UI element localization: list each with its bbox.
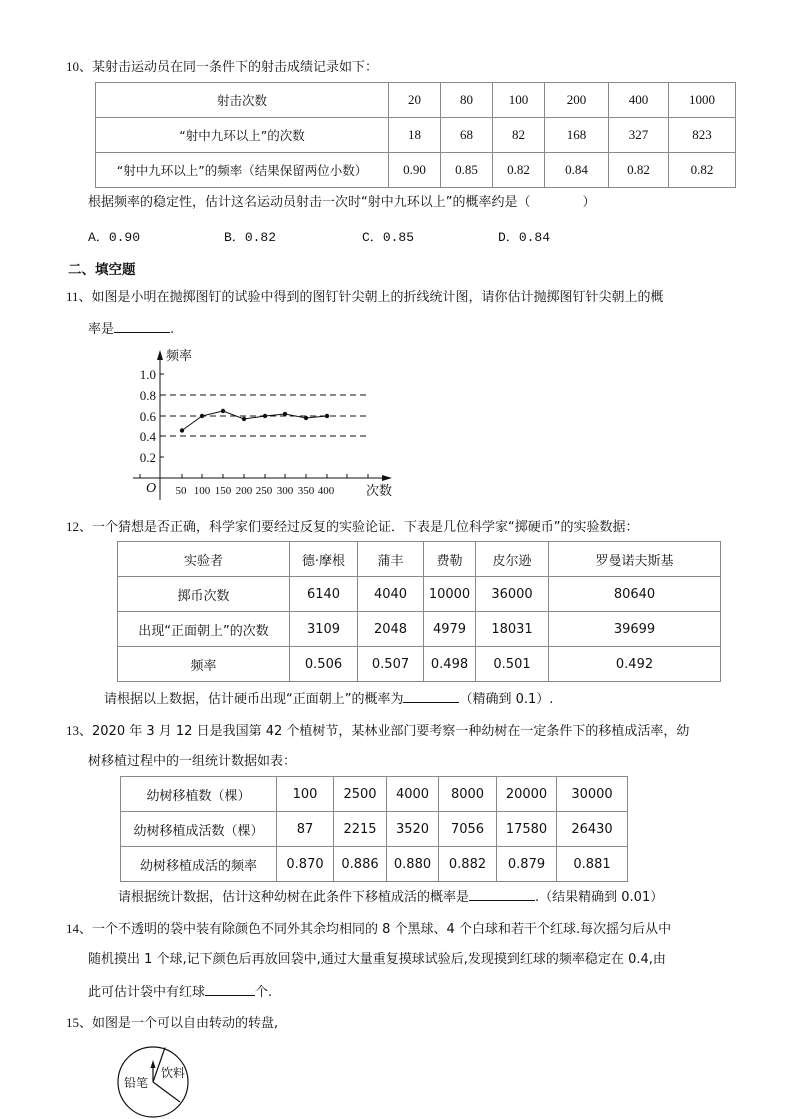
section-title: 二、填空题 <box>68 262 136 278</box>
q10-question: 根据频率的稳定性，估计这名运动员射击一次时“射中九环以上”的概率约是（ ） <box>88 195 596 210</box>
pointer-arrow-icon <box>151 1060 156 1068</box>
spinner-diagram <box>110 1040 210 1119</box>
series-points <box>180 409 329 433</box>
table-header-row: 实验者 德·摩根 蒲丰 费勒 皮尔逊 罗曼诺夫斯基 <box>118 542 721 577</box>
svg-text:0.2: 0.2 <box>139 450 156 465</box>
svg-text:0.4: 0.4 <box>139 429 156 444</box>
svg-text:1.0: 1.0 <box>139 367 156 382</box>
frequency-line-chart <box>120 340 410 505</box>
svg-text:0.6: 0.6 <box>139 409 156 424</box>
answer-blank[interactable] <box>114 320 170 333</box>
svg-text:350: 350 <box>297 485 315 497</box>
y-axis-arrow-icon <box>157 350 163 360</box>
svg-text:100: 100 <box>193 485 211 497</box>
q13-table <box>120 776 628 882</box>
q14-line1: 14、一个不透明的袋中装有除颜色不同外其余均相同的 8 个黑球、4 个白球和若干个红球.每次摇匀后从中 <box>66 921 672 937</box>
answer-blank[interactable] <box>205 983 255 996</box>
q10-stem: 10、某射击运动员在同一条件下的射击成绩记录如下： <box>66 59 379 75</box>
svg-text:400: 400 <box>317 485 335 497</box>
question-number: 11、 <box>66 289 92 304</box>
question-number: 13、 <box>66 723 93 738</box>
question-number: 10、 <box>66 59 93 74</box>
q10-table <box>95 82 736 188</box>
q14-line2: 随机摸出 1 个球,记下颜色后再放回袋中,通过大量重复摸球试验后,发现摸到红球的频率稳定在 0.4,由 <box>88 952 666 967</box>
q12-table <box>117 541 721 682</box>
table-row: 幼树移植成活的频率 0.870 0.886 0.880 0.882 0.879 0.881 <box>121 847 628 882</box>
sector-label-drink: 饮料 <box>161 1066 186 1080</box>
question-number: 12、 <box>66 519 93 534</box>
question-number: 15、 <box>66 1015 93 1030</box>
table-row: 幼树移植数（棵） 100 2500 4000 8000 20000 30000 <box>121 777 628 812</box>
q11-line2: 率是 . <box>88 322 175 337</box>
q13-line2: 树移植过程中的一组统计数据如表： <box>88 754 297 769</box>
option-b[interactable]: B．0.82 <box>224 230 277 245</box>
table-row: 频率 0.506 0.507 0.498 0.501 0.492 <box>118 647 721 682</box>
table-row: 射击次数 20 80 100 200 400 1000 <box>96 83 736 118</box>
origin-label: O <box>146 481 157 496</box>
answer-blank[interactable] <box>403 690 459 703</box>
sector-divider <box>153 1082 180 1102</box>
svg-text:50: 50 <box>175 485 187 497</box>
q11-line1: 11、如图是小明在抛掷图钉的试验中得到的图钉针尖朝上的折线统计图，请你估计抛掷图钉针尖朝上的概 <box>66 289 664 305</box>
x-axis-arrow-icon <box>382 475 392 481</box>
q14-line3: 此可估计袋中有红球 个. <box>88 985 273 1000</box>
option-c[interactable]: C．0.85 <box>362 230 415 245</box>
table-row: 幼树移植成活数（棵） 87 2215 3520 7056 17580 26430 <box>121 812 628 847</box>
sector-label-pencil: 铅笔 <box>124 1076 149 1090</box>
svg-text:300: 300 <box>276 485 294 497</box>
question-number: 14、 <box>66 921 93 936</box>
option-d[interactable]: D．0.84 <box>498 230 551 245</box>
y-axis-label: 频率 <box>166 349 193 364</box>
svg-text:250: 250 <box>255 485 273 497</box>
q15-stem: 15、如图是一个可以自由转动的转盘, <box>66 1015 279 1031</box>
answer-blank[interactable] <box>469 888 535 901</box>
series-line <box>182 411 327 431</box>
table-row: “射中九环以上”的频率（结果保留两位小数） 0.90 0.85 0.82 0.84 0.82 0.82 <box>96 153 736 188</box>
q13-question: 请根据统计数据，估计这种幼树在此条件下移植成活的概率是 .（结果精确到 0.01） <box>118 890 664 905</box>
svg-text:200: 200 <box>235 485 253 497</box>
option-a[interactable]: A．0.90 <box>88 230 141 245</box>
x-axis-label: 次数 <box>366 484 393 499</box>
svg-text:150: 150 <box>214 485 232 497</box>
svg-text:0.8: 0.8 <box>139 388 156 403</box>
q13-line1: 13、2020 年 3 月 12 日是我国第 42 个植树节，某林业部门要考察一种幼树在一定条件下的移植成活率，幼 <box>66 723 690 739</box>
q12-stem: 12、一个猜想是否正确，科学家们要经过反复的实验论证．下表是几位科学家“掷硬币”的实验数据： <box>66 519 639 535</box>
table-row: 掷币次数 6140 4040 10000 36000 80640 <box>118 577 721 612</box>
q12-question: 请根据以上数据，估计硬币出现“正面朝上”的概率为 （精确到 0.1）. <box>104 692 554 707</box>
table-row: “射中九环以上”的次数 18 68 82 168 327 823 <box>96 118 736 153</box>
table-row: 出现“正面朝上”的次数 3109 2048 4979 18031 39699 <box>118 612 721 647</box>
